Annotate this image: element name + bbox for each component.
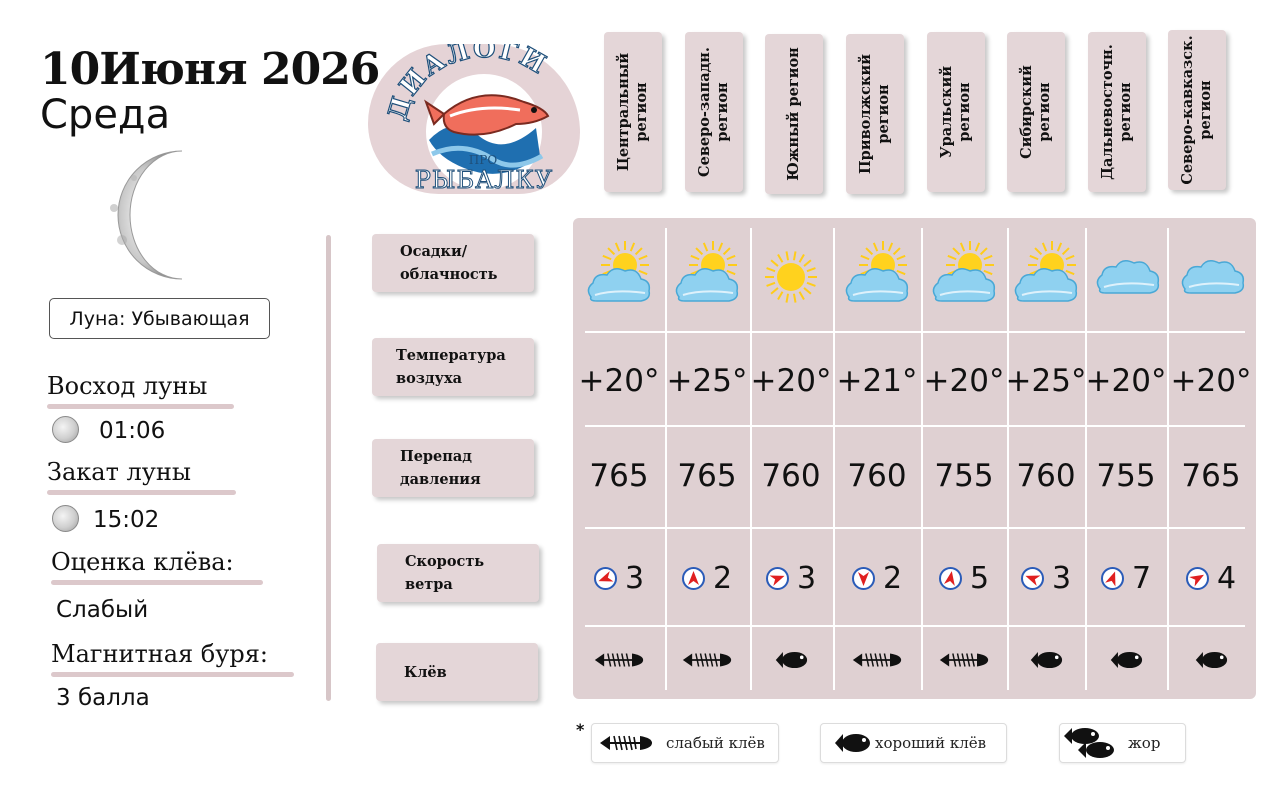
sun-cloud-icon	[841, 241, 913, 311]
fish-icon	[1194, 648, 1228, 672]
date-title: 10Июня 2026	[40, 44, 380, 95]
moonset-time: 15:02	[93, 507, 160, 533]
fish-icon	[1029, 648, 1063, 672]
wind-cell	[835, 553, 919, 603]
bite-rating-label: Оценка клёва:	[51, 548, 234, 576]
legend-weak-bite	[591, 723, 779, 763]
sun-cloud-icon	[1010, 241, 1082, 311]
wind-speed-value: 2	[712, 560, 733, 596]
region-label: Дальневосточн. регион	[1099, 44, 1134, 180]
temperature-value: +20°	[923, 363, 1005, 399]
sun-icon	[755, 241, 827, 311]
fish-icon	[1109, 648, 1143, 672]
row-label-text: Осадки/ облачность	[400, 243, 498, 283]
temperature-value: +20°	[578, 363, 660, 399]
weather-cell	[1086, 236, 1166, 316]
wind-cell	[1169, 553, 1253, 603]
pressure-value: 755	[934, 458, 994, 494]
row-label-pressure	[372, 439, 534, 497]
temperature-value: +25°	[666, 363, 748, 399]
sun-cloud-icon	[928, 241, 1000, 311]
row-label-text: Перепад давления	[400, 448, 481, 488]
region-label: Уральский регион	[938, 65, 973, 159]
moon-phase-label: Луна: Убывающая	[49, 298, 270, 339]
magnetic-storm-label: Магнитная буря:	[51, 640, 268, 668]
weather-cell	[924, 236, 1004, 316]
wind-cell	[665, 553, 749, 603]
wind-direction-icon	[1021, 567, 1044, 590]
weekday-title: Среда	[40, 92, 171, 138]
sun-cloud-icon	[583, 241, 655, 311]
forecast-grid	[573, 218, 1256, 699]
grid-divider	[921, 228, 923, 690]
wind-speed-value: 4	[1216, 560, 1237, 596]
weather-cell	[751, 236, 831, 316]
logo	[384, 44, 584, 208]
bite-rating-value: Слабый	[56, 597, 149, 623]
legend-good-bite	[820, 723, 1007, 763]
wind-cell	[1084, 553, 1168, 603]
wind-direction-icon	[594, 567, 617, 590]
row-label-wind	[377, 544, 539, 602]
grid-divider	[585, 527, 1245, 529]
moonrise-underline	[47, 404, 234, 409]
moon-small-icon	[52, 416, 79, 443]
region-header-volga	[846, 34, 904, 194]
wind-direction-icon	[1101, 567, 1124, 590]
row-label-clouds	[372, 234, 534, 292]
grid-divider	[1167, 228, 1169, 690]
legend-feeding-label: жор	[1128, 734, 1161, 752]
bite-cell	[1176, 640, 1246, 680]
fish-skeleton-icon	[593, 649, 645, 671]
moonset-label: Закат луны	[47, 458, 191, 486]
fish-skeleton-icon	[681, 649, 733, 671]
cloud-icon	[1090, 241, 1162, 311]
bite-cell	[756, 640, 826, 680]
region-header-siberia	[1007, 32, 1065, 192]
bite-cell	[1091, 640, 1161, 680]
weather-cell	[1171, 236, 1251, 316]
weather-cell	[579, 236, 659, 316]
region-header-ural	[927, 32, 985, 192]
pressure-value: 755	[1096, 458, 1156, 494]
cloud-icon	[1175, 241, 1247, 311]
wind-cell	[1004, 553, 1088, 603]
wind-direction-icon	[682, 567, 705, 590]
wind-speed-value: 2	[882, 560, 903, 596]
grid-divider	[833, 228, 835, 690]
temperature-value: +20°	[1085, 363, 1167, 399]
region-label: Сибирский регион	[1018, 65, 1053, 159]
region-label: Южный регион	[785, 47, 802, 181]
temperature-value: +21°	[836, 363, 918, 399]
wind-cell	[577, 553, 661, 603]
weather-cell	[1006, 236, 1086, 316]
row-label-text: Клёв	[404, 663, 447, 681]
pressure-value: 760	[847, 458, 907, 494]
column-divider	[326, 235, 331, 701]
bite-cell	[929, 640, 999, 680]
wind-speed-value: 7	[1131, 560, 1152, 596]
grid-divider	[585, 331, 1245, 333]
moon-phase-icon	[92, 148, 192, 282]
legend-good-label: хороший клёв	[875, 734, 987, 752]
magnetic-storm-value: 3 балла	[56, 685, 150, 711]
bite-cell	[1011, 640, 1081, 680]
wind-cell	[922, 553, 1006, 603]
legend-feeding	[1059, 723, 1186, 763]
bite-cell	[842, 640, 912, 680]
logo-bottom-text: РЫБАЛКУ	[414, 166, 554, 194]
region-header-south	[765, 34, 823, 194]
fish-skeleton-icon	[938, 649, 990, 671]
weather-cell	[667, 236, 747, 316]
fish-school-icon	[1062, 724, 1118, 762]
fish-skeleton-icon	[598, 732, 654, 754]
wind-speed-value: 3	[796, 560, 817, 596]
temperature-value: +20°	[1170, 363, 1252, 399]
wind-direction-icon	[766, 567, 789, 590]
moonrise-time: 01:06	[99, 418, 166, 444]
bite-cell	[584, 640, 654, 680]
pressure-value: 760	[761, 458, 821, 494]
row-label-text: Скорость ветра	[405, 553, 485, 593]
moon-small-icon	[52, 505, 79, 532]
pressure-value: 765	[677, 458, 737, 494]
fish-skeleton-icon	[851, 649, 903, 671]
wind-speed-value: 3	[624, 560, 645, 596]
bite-cell	[672, 640, 742, 680]
region-label: Приволжский регион	[857, 54, 892, 175]
region-label: Центральный регион	[615, 52, 650, 172]
pressure-value: 765	[589, 458, 649, 494]
pressure-value: 760	[1016, 458, 1076, 494]
row-label-temperature	[372, 338, 534, 396]
row-label-bite	[376, 643, 538, 701]
weather-cell	[837, 236, 917, 316]
region-header-central	[604, 32, 662, 192]
wind-cell	[749, 553, 833, 603]
wind-direction-icon	[1186, 567, 1209, 590]
bite-rating-underline	[51, 580, 263, 585]
legend-weak-label: слабый клёв	[666, 734, 765, 752]
temperature-value: +20°	[750, 363, 832, 399]
grid-divider	[585, 425, 1245, 427]
legend-asterisk: *	[576, 720, 585, 739]
sun-cloud-icon	[671, 241, 743, 311]
logo-top-text: ДИАЛОГИ	[384, 44, 553, 124]
region-header-caucasus	[1168, 30, 1226, 190]
pressure-value: 765	[1181, 458, 1241, 494]
region-label: Северо-кавказск. регион	[1179, 35, 1214, 185]
moonrise-label: Восход луны	[47, 372, 208, 400]
wind-direction-icon	[939, 567, 962, 590]
grid-divider	[585, 625, 1245, 627]
fish-icon	[833, 730, 871, 756]
fish-icon	[774, 648, 808, 672]
wind-speed-value: 3	[1051, 560, 1072, 596]
magnetic-storm-underline	[51, 672, 294, 677]
region-header-fareast	[1088, 32, 1146, 192]
logo-mid-text: ПРО	[468, 153, 498, 167]
moonset-underline	[47, 490, 236, 495]
region-label: Северо-западн. регион	[696, 47, 731, 177]
row-label-text: Температура воздуха	[396, 347, 506, 387]
region-header-northwest	[685, 32, 743, 192]
wind-speed-value: 5	[969, 560, 990, 596]
wind-direction-icon	[852, 567, 875, 590]
temperature-value: +25°	[1005, 363, 1087, 399]
